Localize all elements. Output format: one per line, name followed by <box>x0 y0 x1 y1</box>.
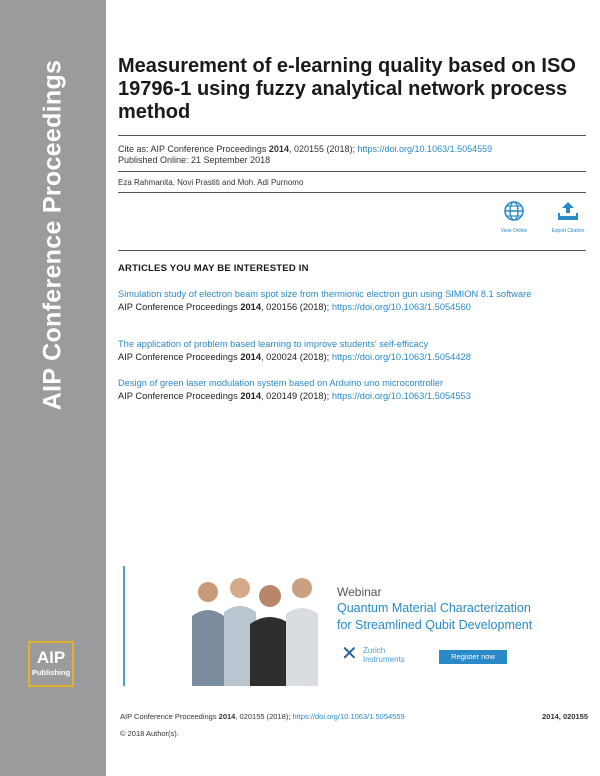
cite-volume: 2014 <box>268 144 289 154</box>
related-article-title[interactable]: The application of problem based learning to improve students' self-efficacy <box>118 339 429 349</box>
view-online-button[interactable] <box>494 200 534 234</box>
related-article <box>118 338 588 364</box>
zurich-x-icon: ✕ <box>341 643 358 665</box>
related-article-doi[interactable]: https://doi.org/10.1063/1.5054553 <box>331 391 471 401</box>
related-article-doi[interactable]: https://doi.org/10.1063/1.5054428 <box>331 352 471 362</box>
ad-accent-line <box>123 566 125 686</box>
page-footer <box>120 712 588 721</box>
authors-divider <box>118 192 586 193</box>
sidebar <box>0 0 106 776</box>
view-online-label: View Online <box>500 228 528 234</box>
related-article-citation: AIP Conference Proceedings 2014, 020024 (2018); https://doi.org/10.1063/1.5054428 <box>118 352 471 362</box>
ad-headline-line1: Quantum Material Characterization <box>337 601 531 615</box>
related-article-citation: AIP Conference Proceedings 2014, 020156 (2018); https://doi.org/10.1063/1.5054560 <box>118 302 471 312</box>
related-article-title[interactable]: Design of green laser modulation system based on Arduino uno microcontroller <box>118 378 444 388</box>
paper-title: Measurement of e-learning quality based on ISO 19796-1 using fuzzy analytical network process method <box>118 55 576 123</box>
footer-cite-prefix: AIP Conference Proceedings <box>120 712 219 721</box>
related-divider <box>118 250 586 251</box>
footer-doi-link[interactable]: https://doi.org/10.1063/1.5054559 <box>292 712 405 721</box>
presenters-photo <box>178 566 338 686</box>
register-now-button[interactable]: Register now <box>439 650 507 664</box>
cite-suffix: , 020155 (2018); <box>288 144 358 154</box>
globe-icon <box>503 200 525 222</box>
cite-divider <box>118 171 586 172</box>
citation-block <box>118 144 492 166</box>
doi-link[interactable]: https://doi.org/10.1063/1.5054559 <box>357 144 493 154</box>
aip-publishing-logo[interactable] <box>28 641 74 687</box>
footer-volume: 2014 <box>218 712 236 721</box>
title-divider <box>118 135 586 136</box>
published-date: Published Online: 21 September 2018 <box>118 155 271 165</box>
related-article-title[interactable]: Simulation study of electron beam spot size from thermionic electron gun using SIMION 8.1 software <box>118 289 532 299</box>
related-article <box>118 288 588 314</box>
cite-prefix: Cite as: AIP Conference Proceedings <box>118 144 269 154</box>
author-list: Eza Rahmanita, Novi Prastiti and Moh. Adi Purnomo <box>118 178 304 187</box>
logo-text-aip: AIP <box>36 648 66 667</box>
footer-page-ref: 2014, 020155 <box>542 712 588 721</box>
webinar-advertisement[interactable]: Webinar Quantum Material Characterization for Streamlined Qubit Development ✕ Zurich Instruments Register now <box>123 566 585 686</box>
related-heading: ARTICLES YOU MAY BE INTERESTED IN <box>118 263 309 274</box>
ad-kicker: Webinar <box>337 585 382 599</box>
related-article-citation: AIP Conference Proceedings 2014, 020149 (2018); https://doi.org/10.1063/1.5054553 <box>118 391 471 401</box>
journal-title: AIP Conference Proceedings <box>38 59 67 411</box>
export-citation-button[interactable] <box>548 200 588 234</box>
related-article <box>118 377 588 403</box>
logo-text-publishing: Publishing <box>31 668 71 677</box>
copyright: © 2018 Author(s). <box>120 729 179 738</box>
export-citation-label: Export Citation <box>551 228 585 234</box>
ad-headline-line2: for Streamlined Qubit Development <box>337 618 533 632</box>
related-article-doi[interactable]: https://doi.org/10.1063/1.5054560 <box>331 302 471 312</box>
footer-cite-suffix: , 020155 (2018); <box>235 712 293 721</box>
export-icon <box>557 200 579 222</box>
